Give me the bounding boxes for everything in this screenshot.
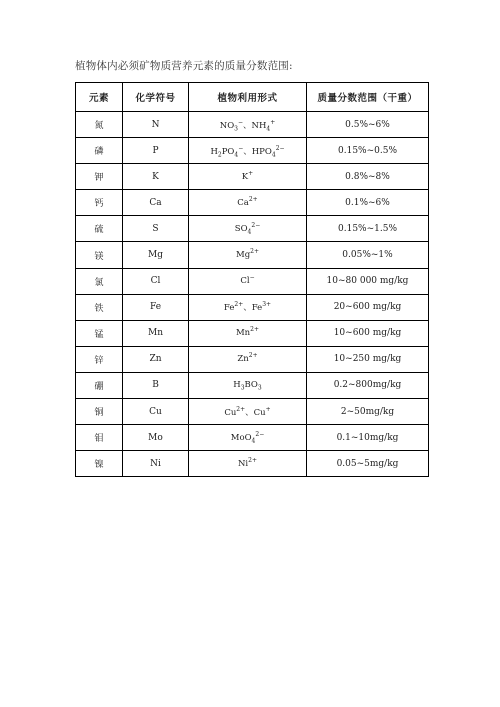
symbol-cell: N [123,112,189,138]
table-row [76,216,429,242]
symbol-cell: B [123,372,189,398]
form-superscript: 2+ [250,326,260,334]
element-cell: 氮 [76,112,123,138]
form-cell [189,216,307,242]
form-base-text: BO [244,380,258,391]
form-base-text: NH [251,120,267,131]
form-base-text: PO [221,146,235,157]
range-cell: 0.5%~6% [307,112,429,138]
form-base-text: Zn [237,354,249,365]
element-cell: 钾 [76,164,123,190]
form-superscript: 2− [255,430,265,438]
range-cell: 2~50mg/kg [307,399,429,425]
symbol-cell: Fe [123,294,189,320]
form-superscript: 2+ [236,405,246,413]
form-subscript: 3 [240,385,245,393]
symbol-cell: Mg [123,242,189,268]
form-base-text: SO [234,223,248,234]
symbol-cell: Ca [123,190,189,216]
form-cell [189,399,307,425]
form-subscript: 2 [217,151,222,159]
symbol-cell: S [123,216,189,242]
form-subscript: 3 [257,385,262,393]
table-body [76,112,429,477]
form-cell [189,112,307,138]
header-element: 元素 [76,83,123,112]
form-superscript: + [248,169,254,177]
form-cell [189,346,307,372]
table-row [76,399,429,425]
form-superscript: 2+ [248,352,258,360]
form-base-text: Ni [237,458,249,469]
range-cell: 0.05~5mg/kg [307,451,429,477]
form-superscript: + [265,405,271,413]
form-subscript: 4 [266,125,271,133]
form-superscript: 2+ [248,456,257,464]
form-cell [189,372,307,398]
range-cell: 0.2~800mg/kg [307,372,429,398]
table-row [76,190,429,216]
table-row [76,425,429,451]
element-cell: 氯 [76,268,123,294]
element-cell: 硫 [76,216,123,242]
form-subscript: 4 [247,228,252,236]
table-row [76,112,429,138]
form-cell [189,268,307,294]
range-cell: 10~80 000 mg/kg [307,268,429,294]
form-subscript: 4 [271,151,276,159]
symbol-cell: Zn [123,346,189,372]
table-row [76,242,429,268]
form-superscript: 2− [251,222,261,230]
form-superscript: − [238,144,244,152]
range-cell: 10~250 mg/kg [307,346,429,372]
element-cell: 镍 [76,451,123,477]
table-row [76,451,429,477]
symbol-cell: K [123,164,189,190]
form-cell [189,425,307,451]
range-cell: 0.1%~6% [307,190,429,216]
form-cell [189,242,307,268]
nutrient-table [75,82,429,477]
range-cell: 10~600 mg/kg [307,320,429,346]
form-base-text: 、 [243,120,252,131]
form-superscript: 2− [275,144,285,152]
element-cell: 钼 [76,425,123,451]
symbol-cell: Cl [123,268,189,294]
element-cell: 钙 [76,190,123,216]
table-row [76,372,429,398]
form-base-text: MoO [230,432,252,443]
symbol-cell: Cu [123,399,189,425]
table-row [76,320,429,346]
range-cell: 0.1~10mg/kg [307,425,429,451]
range-cell: 0.05%~1% [307,242,429,268]
form-cell [189,451,307,477]
form-base-text: Cl [240,276,250,287]
form-cell [189,294,307,320]
form-base-text: Ca [237,197,249,208]
table-header-row [76,83,429,112]
element-cell: 磷 [76,138,123,164]
form-cell [189,320,307,346]
table-row [76,164,429,190]
element-cell: 锰 [76,320,123,346]
form-base-text: H [210,146,218,157]
form-base-text: 、HPO [243,146,272,157]
form-cell [189,138,307,164]
range-cell: 0.15%~1.5% [307,216,429,242]
form-superscript: − [249,274,255,282]
range-cell: 0.15%~0.5% [307,138,429,164]
form-subscript: 4 [234,151,239,159]
symbol-cell: P [123,138,189,164]
header-form: 植物利用形式 [189,83,307,112]
form-base-text: H [233,380,241,391]
form-base-text: 、Cu [245,407,266,418]
table-row [76,138,429,164]
form-base-text: Cu [224,407,237,418]
element-cell: 硼 [76,372,123,398]
form-superscript: 2+ [234,301,244,309]
form-superscript: 2+ [248,196,258,203]
table-row [76,294,429,320]
range-cell: 20~600 mg/kg [307,294,429,320]
element-cell: 铜 [76,399,123,425]
symbol-cell: Ni [123,451,189,477]
symbol-cell: Mn [123,320,189,346]
form-subscript: 3 [234,125,238,133]
element-cell: 铁 [76,294,123,320]
form-base-text: Mg [235,250,251,261]
form-superscript: − [237,118,244,126]
element-cell: 锌 [76,346,123,372]
form-base-text: K [241,171,249,182]
form-cell [189,190,307,216]
table-row [76,346,429,372]
document-caption: 植物体内必须矿物质营养元素的质量分数范围: [75,60,293,72]
form-superscript: 2+ [250,248,259,256]
symbol-cell: Mo [123,425,189,451]
table-row [76,268,429,294]
form-base-text: Fe [223,303,235,314]
form-subscript: 4 [251,437,256,445]
range-cell: 0.8%~8% [307,164,429,190]
form-base-text: NO [219,120,235,131]
form-superscript: 3+ [262,301,272,309]
header-symbol: 化学符号 [123,83,189,112]
header-range: 质量分数范围（干重） [307,83,429,112]
form-base-text: 、Fe [243,303,263,314]
form-base-text: Mn [235,328,251,339]
form-cell [189,164,307,190]
form-superscript: + [270,118,276,126]
element-cell: 镁 [76,242,123,268]
